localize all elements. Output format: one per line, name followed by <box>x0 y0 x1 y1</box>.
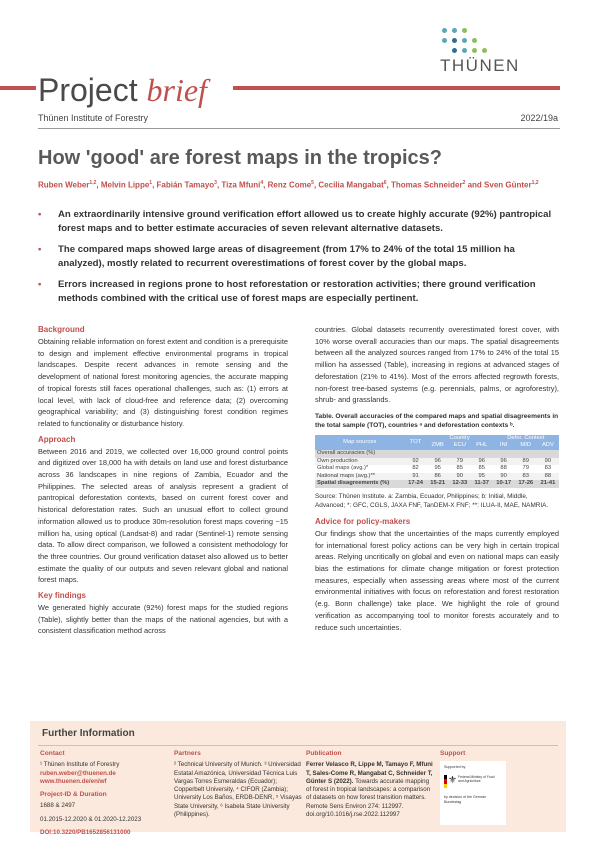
table-header-sources: Map sources <box>315 435 405 450</box>
background-text: Obtaining reliable information on forest extent and condition is a prerequisite to design and implement effective environmental programs in tropical landscapes. Despite recent advances in remote sensing and the development of national forest monitoring agencies, the accurate mapping of tropical forests still faces operational challenges, such as: (1) errors at local level, with lack of cloud-free and reference data; (2) overcoming geographical variability; and (3) distinguishing forest condition regimes related to functionality or disturbance history. <box>38 337 288 428</box>
federal-eagle-icon: ⚜ <box>448 775 457 786</box>
table-header-row <box>315 435 559 443</box>
logo-dot <box>472 38 477 43</box>
table-cell: 96 <box>471 458 493 466</box>
table-cell-label: Spatial disagreements (%) <box>315 480 405 488</box>
partners-heading: Partners <box>174 750 201 757</box>
table-cell: 91 <box>405 473 427 481</box>
highlight-item: • Errors increased in regions prone to host reforestation or restoration activities; there ground verification methods combined with the critical use of forest maps are especially pertinent. <box>38 279 536 304</box>
brand-regular: Project <box>38 72 147 108</box>
table-row <box>315 465 559 473</box>
paper-title: How 'good' are forest maps in the tropics? <box>38 147 443 169</box>
table-col: INI <box>493 442 515 450</box>
table-cell: 17-24 <box>405 480 427 488</box>
table-cell: 96 <box>493 458 515 466</box>
table-cell: 79 <box>449 458 471 466</box>
author-affiliation: 6 <box>383 180 387 186</box>
table-cell: 85 <box>456 465 463 472</box>
thuenen-logo <box>440 24 580 75</box>
left-column <box>38 324 288 641</box>
logo-dot <box>442 28 447 33</box>
advice-heading: Advice for policy-makers <box>315 516 411 526</box>
approach-text: Between 2016 and 2019, we collected over 16,000 ground control points and digitized over 18,000 ha with details on land use and forest disturbance across 36 landscapes in nine regions of Zambia, Ecuador and the Philippines. The selected areas of analysis represent a gradient of pantropical deforestation contexts, based on current forest cover and historical deforestation rates. Such an unusual effort to collect ground information allowed us to produce 30m-resolution forest maps covering ~15 million ha, using optical (Landsat-8) and radar (Sentinel-1) remote sensing data. To allow direct comparison, we followed a consistent methodology for the three countries. Our ground verification dataset also allowed us to better estimate the quality of our outputs and seven relevant global and national forest maps. <box>38 446 288 585</box>
author-name: Tiza Mfuni <box>221 180 261 190</box>
table-cell: 90 <box>493 473 515 481</box>
table-row-spatial <box>315 480 559 488</box>
table-col: ECU <box>449 442 471 450</box>
table-cell: 15-21 <box>427 480 449 488</box>
bullet-icon: • <box>38 244 42 255</box>
bmel-logo <box>440 761 506 825</box>
footer-heading: Further Information <box>42 728 135 739</box>
author-name: Ruben Weber <box>38 180 90 190</box>
logo-dot <box>482 48 487 53</box>
author-affiliation: 2 <box>462 180 466 186</box>
author-name: Fabián Tamayo <box>156 180 215 190</box>
author-name: Renz Come <box>267 180 312 190</box>
table-group-label: Overall accuracies (%) <box>315 450 559 458</box>
further-information-box <box>30 721 566 837</box>
findings-heading: Key findings <box>38 591 87 601</box>
logo-dot <box>452 48 457 53</box>
highlight-item: • The compared maps showed large areas of disagreement (from 17% to 24% of the total 15 million ha analyzed), mostly related to recurrent overestimations of forest cover by the global maps. <box>38 244 515 269</box>
bmel-supported-by: Supported by <box>444 765 466 769</box>
logo-dot <box>462 48 467 53</box>
highlight-item: • An extraordinarily intensive ground verification effort allowed us to create highly accurate (92%) pantropical forest maps and to better estimate accuracies of seven relevant alternative datasets. <box>38 209 552 234</box>
table-cell: 79 <box>522 465 529 472</box>
header-divider <box>38 128 560 129</box>
background-heading: Background <box>38 325 85 334</box>
right-column <box>315 324 559 637</box>
contact-email-link[interactable]: ruben.weber@thuenen.de <box>40 769 116 777</box>
table-cell: 92 <box>405 458 427 466</box>
table-cell: 95 <box>471 473 493 481</box>
logo-dots <box>442 28 494 54</box>
logo-dot <box>472 48 477 53</box>
table-cell: 95 <box>434 465 441 472</box>
issue-number: 2022/19a <box>520 113 558 123</box>
findings-continued: countries. Global datasets recurrently overestimated forest cover, with 10% worse overall accuracies than our maps. The spatial disagreements between all the analyzed sources ranged from 17% to 24% of the total 15 million ha assessed (Table), increasing in regions at advanced stages of deforestation (21% to 41%). Most of the errors affected regrowth forests, non-forest tree-based systems (e.g. perennials, palms, or agroforestry), shrub- and grasslands. <box>315 325 559 405</box>
table-cell: 96 <box>427 458 449 466</box>
table-col: PHL <box>471 442 493 450</box>
author-affiliation: 1,2 <box>531 180 539 186</box>
footer-divider <box>38 745 558 746</box>
approach-heading: Approach <box>38 434 76 444</box>
header-accent-bar-left <box>0 86 36 90</box>
table-row <box>315 473 559 481</box>
footer-partners <box>174 750 302 819</box>
footer-support <box>440 750 540 761</box>
table-cell-label: National maps (avg.)** <box>315 473 405 481</box>
footer-contact <box>40 750 168 837</box>
author-affiliation: 4 <box>260 180 264 186</box>
table-source: Source: Thünen Institute. a: Zambia, Ecuador, Philippines; b: Initial, Middle, Advanced; *: GFC, CGLS, JAXA FNF, TanDEM-X FNF; **: ILUA-II, MAE, NAMRIA. <box>315 492 549 509</box>
partners-text: ² Technical University of Munich. ³ Universidad Estatal Amazónica, Universidad Técnica Luis Vargas Torres Esmeraldas (Ecuador); Copperbelt University, ⁴ CIFOR (Zambia); University Los Baños, ERDB-DENR, ⁵ Visayas State University, ⁶ Isabela State University (Philippines). <box>174 761 302 819</box>
duration-heading: Project-ID & Duration <box>40 791 107 799</box>
bullet-icon: • <box>38 279 42 290</box>
advice-text: Our findings show that the uncertainties of the maps currently employed for international forest policy actions can be very high in certain tropical areas. Relying uncritically on global and even on national maps can easily bias the estimations for climate change mitigation or forest protection measures, especially when assessing areas where most of the current environmental initiatives with focus on reforestation and forest restoration (e.g. Bonn challenge) take place. We highlight the role of ground verification as accompanying tool to monitor forests accurately and to reduce such uncertainties. <box>315 528 559 632</box>
table-col: MID <box>515 442 537 450</box>
logo-dot <box>442 38 447 43</box>
table-row <box>315 458 559 466</box>
table-cell: 82 <box>412 465 419 472</box>
table-header-tot: TOT <box>405 435 427 450</box>
table-cell: 90 <box>537 458 559 466</box>
author-affiliation: 3 <box>214 180 217 186</box>
table-cell-label: Global maps (avg.)* <box>317 465 369 472</box>
duration-line: 1688 & 2497 <box>40 802 76 810</box>
table-cell: 86 <box>427 473 449 481</box>
table-cell: 10-17 <box>493 480 515 488</box>
author-name: Cecilia Mangabat <box>318 180 384 190</box>
doi-link[interactable]: DOI:10.3220/PB1652856131000 <box>40 829 131 837</box>
institute-name: Thünen Institute of Forestry <box>38 113 149 123</box>
table-group-row <box>315 450 559 458</box>
contact-line: ¹ Thünen Institute of Forestry <box>40 761 120 769</box>
bmel-decision: by decision of the German Bundestag <box>444 795 486 804</box>
accuracy-table <box>315 435 559 488</box>
table-cell-label: Own production <box>315 458 405 466</box>
brand-italic: brief <box>146 72 207 108</box>
table-cell: 17-26 <box>515 480 537 488</box>
project-brief-title <box>38 72 207 108</box>
bmel-ministry-name: Federal Ministry of Food and Agriculture <box>458 775 495 784</box>
table-header-country: Country <box>427 435 493 443</box>
author-affiliation: 1 <box>149 180 153 186</box>
duration-line: 01.2015-12.2020 & 01.2020-12.2023 <box>40 815 142 823</box>
header-accent-bar-right <box>233 86 560 90</box>
footer-publication <box>306 750 434 819</box>
table-cell: 12-33 <box>449 480 471 488</box>
table-cell: 90 <box>449 473 471 481</box>
table-cell: 89 <box>515 458 537 466</box>
logo-text: THÜNEN <box>440 56 520 75</box>
author-name: Thomas Schneider <box>391 180 463 190</box>
author-affiliation: 1,2 <box>89 180 97 186</box>
table-cell: 83 <box>515 473 537 481</box>
table-caption: Table. Overall accuracies of the compared maps and spatial disagreements in the total sample (TOT), countries ᵃ and deforestation contexts ᵇ. <box>315 412 559 430</box>
table-cell: 21-41 <box>537 480 559 488</box>
support-heading: Support <box>440 750 466 757</box>
logo-dot <box>452 38 457 43</box>
logo-dot <box>452 28 457 33</box>
german-flag-icon <box>444 775 447 788</box>
table-header-defor: Defor. Context <box>493 435 559 443</box>
author-name: Melvin Lippe <box>100 180 150 190</box>
table-col: ADV <box>537 442 559 450</box>
author-affiliation: 5 <box>311 180 314 186</box>
table-col: ZMB <box>427 442 449 450</box>
table-cell: 11-37 <box>471 480 493 488</box>
table-cell: 88 <box>500 465 507 472</box>
author-name: Sven Günter <box>484 180 532 190</box>
publication-text[interactable]: Towards accurate mapping of forest in tropical landscapes: a comparison of datasets on how forest transition matters. Remote Sens Environ 274: 112997. doi.org/10.1016/j.rse.2022.112997 <box>306 777 431 819</box>
logo-dot <box>462 28 467 33</box>
findings-text: We generated highly accurate (92%) forest maps for the studied regions (Table), slightly better than the maps of the national agencies, but with a consistent classification method across <box>38 603 288 636</box>
contact-website-link[interactable]: www.thuenen.de/en/wf <box>40 777 107 785</box>
logo-dot <box>462 38 467 43</box>
table-cell: 88 <box>537 473 559 481</box>
publication-heading: Publication <box>306 750 342 757</box>
author-list: Ruben Weber$^{1,2}$, Melvin Lippe$^1$, Fabián Tamayo$^3$, Tiza Mfuni$^4$, Renz Come$^5$, Cecilia Mangabat$^6$, Thomas Schneider$^2$ and Sven Günter$^{1,2}$ <box>38 180 539 190</box>
publication-authors: Ferrer Velasco R, Lippe M, Tamayo F, Mfuni T, Sales-Come R, Mangabat C, Schneider T, Günter S (2022). <box>306 761 433 785</box>
table-cell: 83 <box>544 465 552 472</box>
bullet-icon: • <box>38 209 42 220</box>
highlights <box>38 208 560 313</box>
table-cell: 85 <box>478 465 485 472</box>
contact-heading: Contact <box>40 750 65 757</box>
